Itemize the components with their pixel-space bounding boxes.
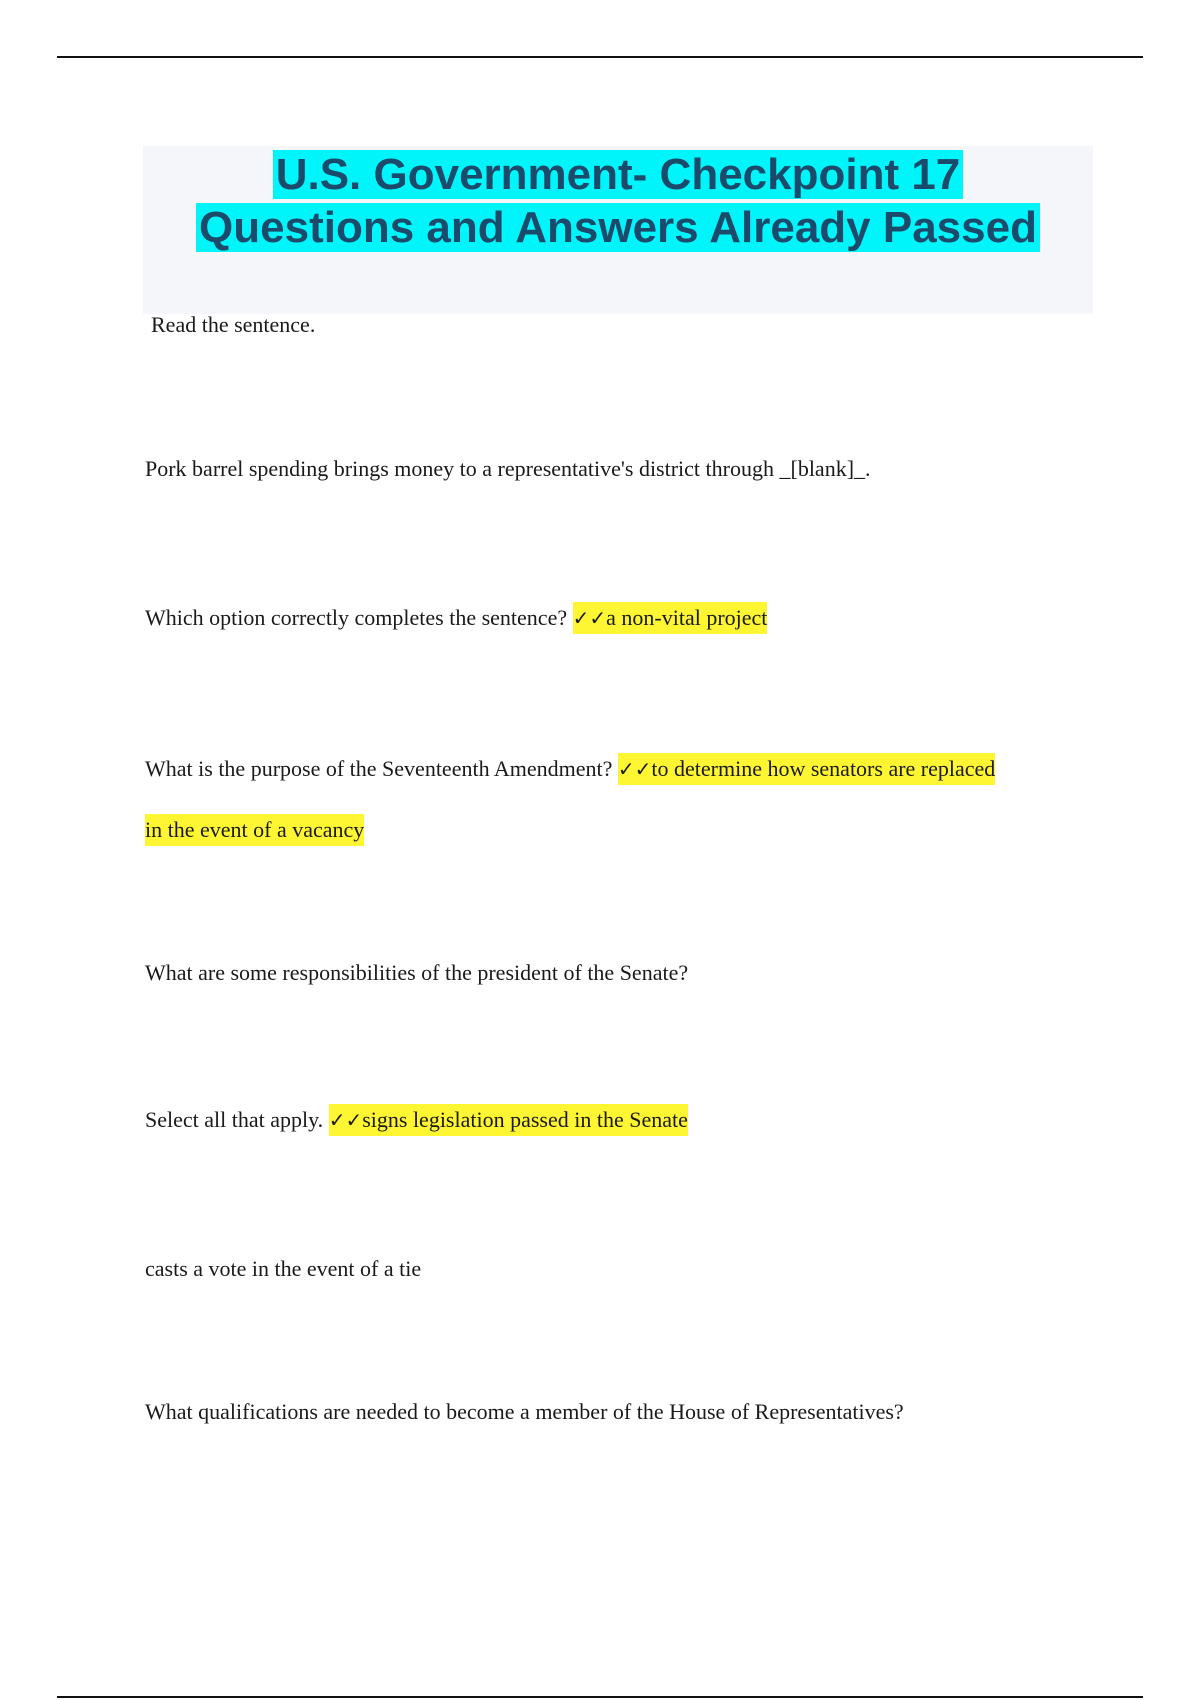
answer-highlight: in the event of a vacancy: [145, 814, 364, 846]
question-completes-sentence: [145, 603, 767, 633]
answer-text: signs legislation passed in the Senate: [362, 1107, 688, 1132]
question-seventeenth-amendment: [145, 754, 995, 784]
question-text: What is the purpose of the Seventeenth Amendment?: [145, 756, 613, 781]
answer-highlight: [329, 1104, 688, 1136]
select-all-line: [145, 1105, 688, 1135]
paragraph-read-sentence: Read the sentence.: [151, 312, 316, 337]
answer-highlight: [573, 602, 768, 634]
double-check-icon: ✓✓: [328, 1108, 363, 1132]
double-check-icon: ✓✓: [572, 606, 607, 630]
answer-tie-vote: casts a vote in the event of a tie: [145, 1256, 422, 1281]
title-line-2: Questions and Answers Already Passed: [143, 201, 1093, 254]
bottom-rule: [57, 1696, 1143, 1698]
answer-highlight: [618, 753, 995, 785]
question-text: Which option correctly completes the sentence?: [145, 605, 568, 630]
question-president-senate: What are some responsibilities of the president of the Senate?: [145, 960, 689, 985]
title-box: [143, 146, 1093, 314]
answer-text: to determine how senators are replaced: [651, 756, 996, 781]
answer-text: a non-vital project: [606, 605, 768, 630]
double-check-icon: ✓✓: [617, 757, 652, 781]
paragraph-pork-barrel: Pork barrel spending brings money to a representative's district through _[blank]_.: [145, 456, 871, 481]
top-rule: [57, 56, 1143, 58]
question-house-qualifications: What qualifications are needed to become a member of the House of Representatives?: [145, 1399, 904, 1424]
answer-continuation: [145, 815, 364, 845]
title-line-1: U.S. Government- Checkpoint 17: [143, 148, 1093, 201]
question-text: Select all that apply.: [145, 1107, 324, 1132]
